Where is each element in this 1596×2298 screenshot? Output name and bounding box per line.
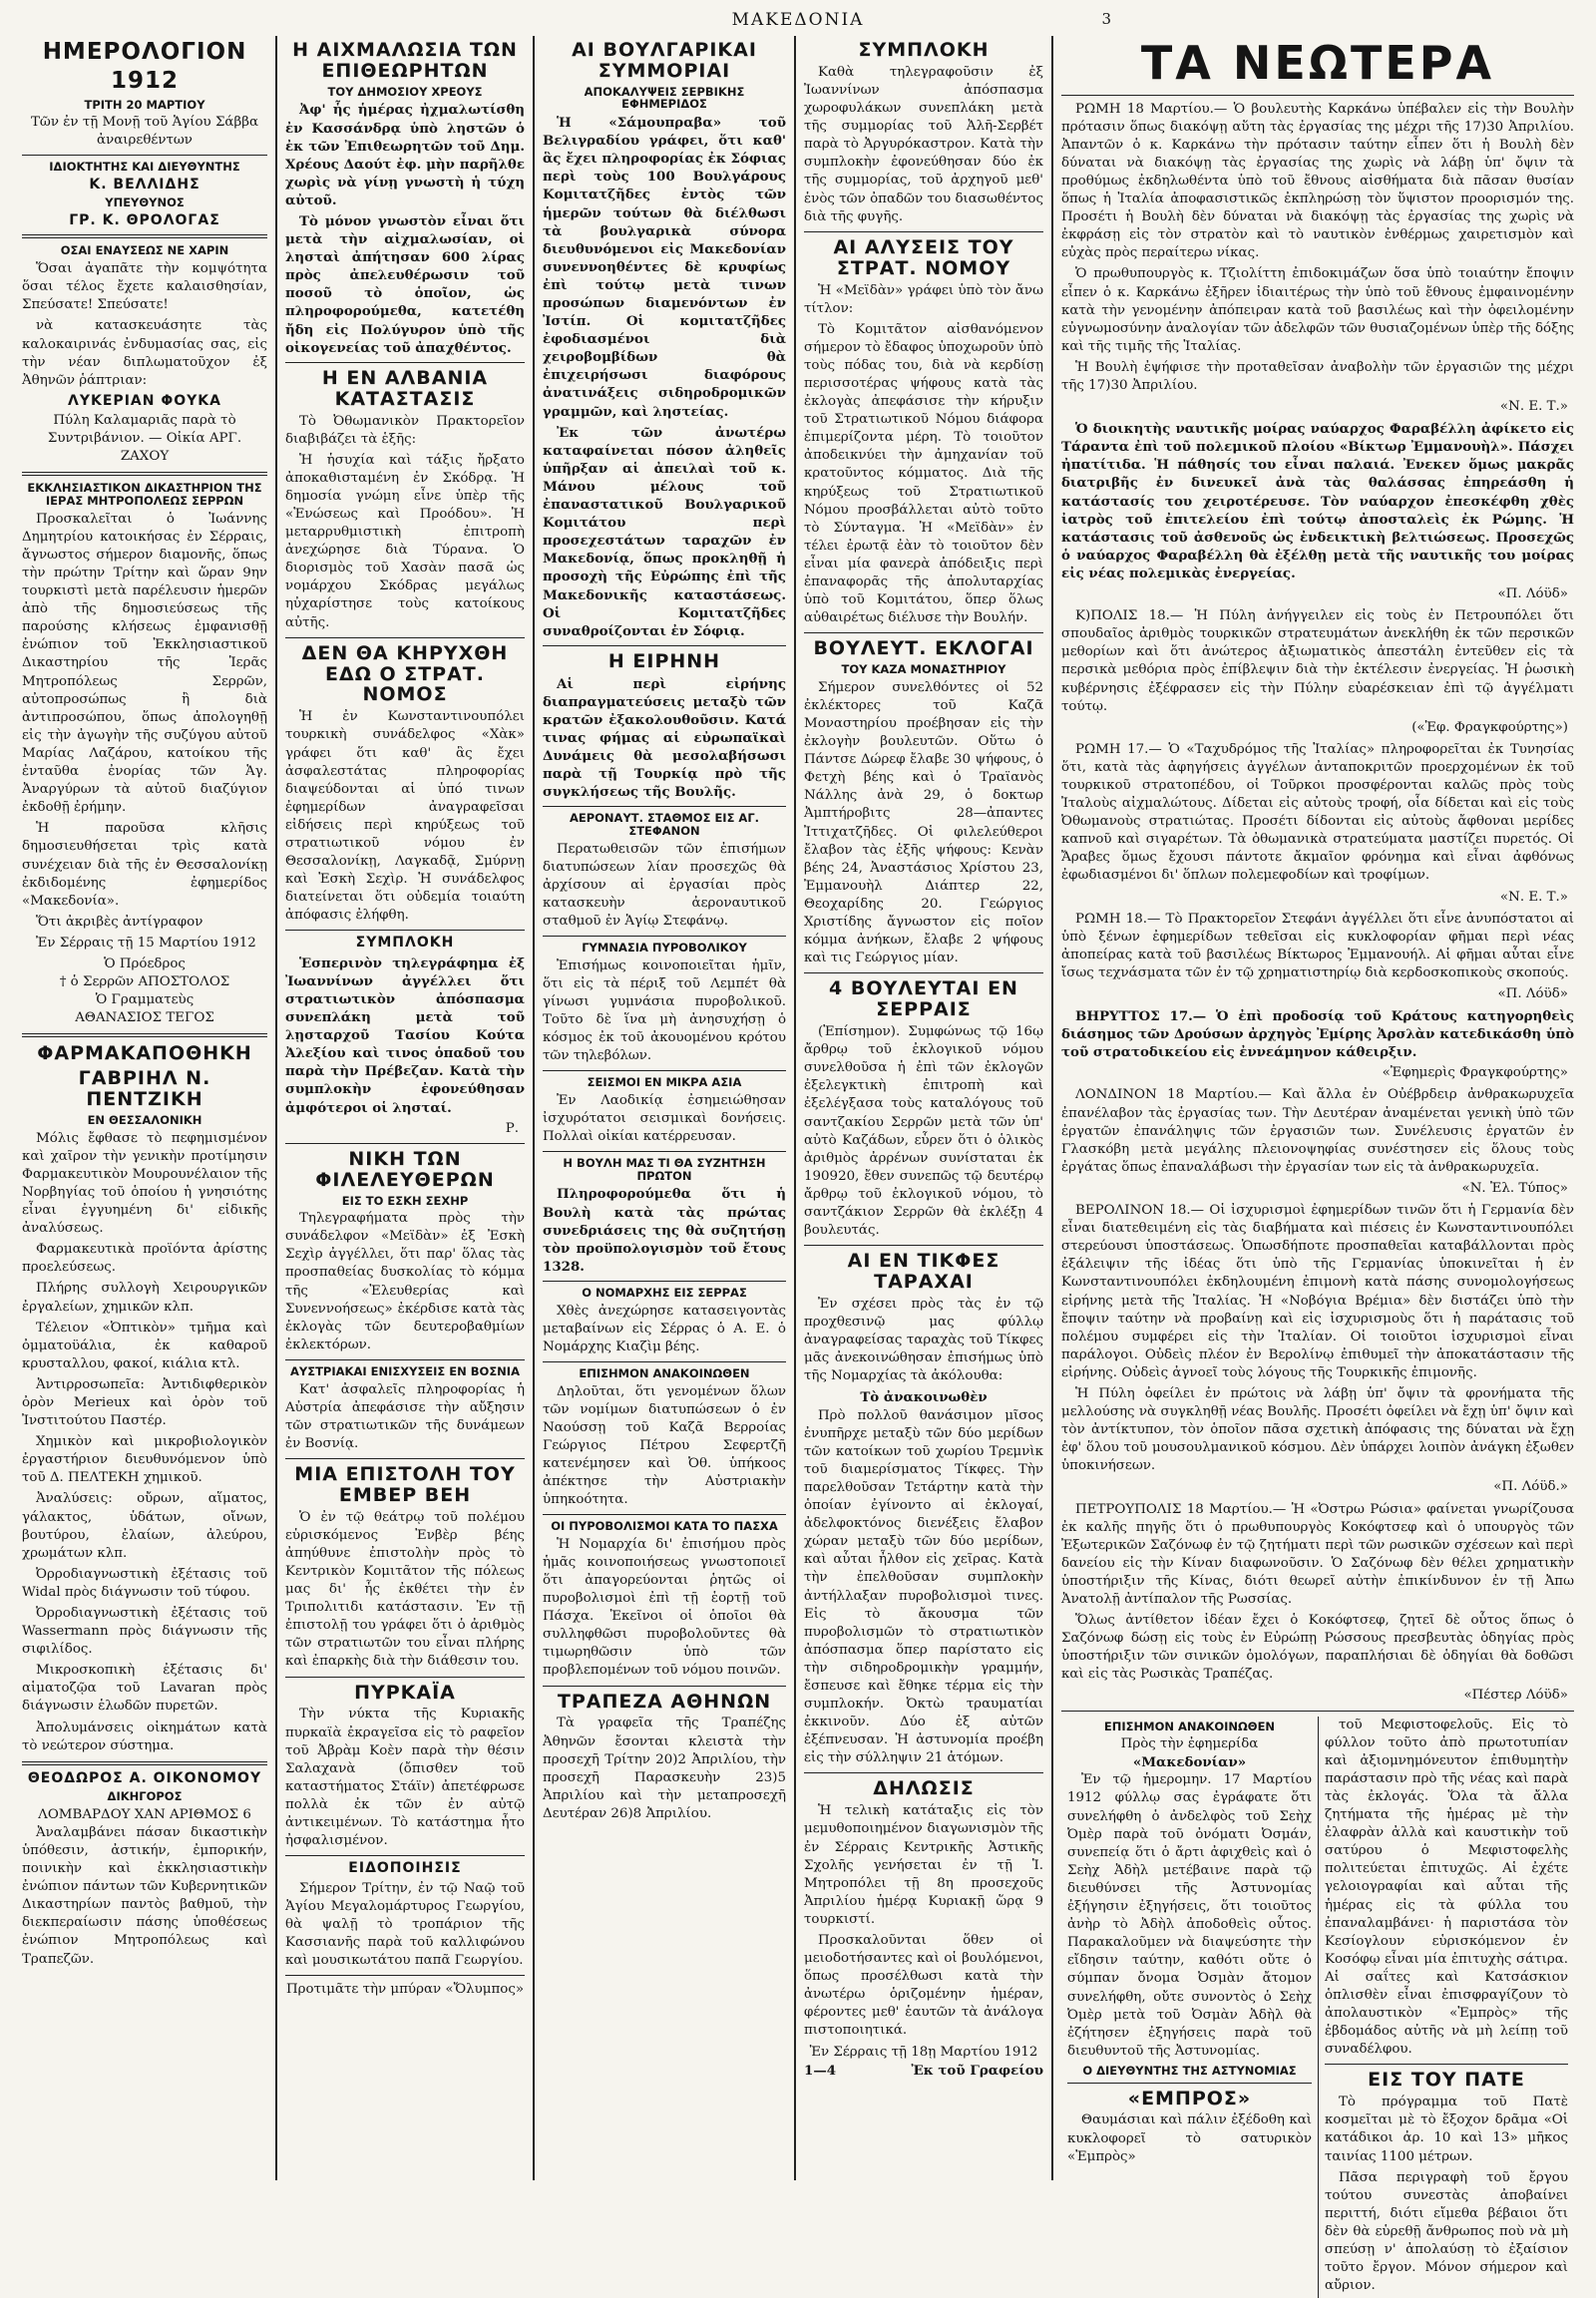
pathe-text: Πᾶσα περιγραφὴ τοῦ ἔργου τούτου συνεστὰς ἀποβαίνει περιττή, διότι εἴμεθα βέβαιοι ὅτι δὲν θὰ εὑρεθῇ ἄνθρωπος ποὺ νὰ μὴ σπεύσῃ ν' ἀπολαύσῃ τὸ ἐξαίσιον τοῦτο ἔργον. Μόνον σήμερον καὶ αὔριον.: [1325, 2169, 1568, 2294]
article-text: Αἱ περὶ εἰρήνης διαπραγματεύσεις μεταξὺ τῶν κρατῶν ἐξακολουθοῦσιν. Κατά τινας φήμας αἱ εὐρωπαϊκαὶ Δυνάμεις θὰ μεσολαβήσωσι παρὰ τῇ Τουρκίᾳ πρὸ τῆς συγκλήσεως τῆς Βουλῆς.: [543, 675, 786, 801]
headline-chains: ΑΙ ΑΛΥΣΕΙΣ ΤΟΥ ΣΤΡΑΤ. ΝΟΜΟΥ: [833, 235, 1014, 279]
declaration-signature: Ἐκ τοῦ Γραφείου: [911, 2062, 1043, 2079]
calendar-text: Τῶν ἐν τῇ Μονῇ τοῦ Ἁγίου Σάββα ἀναιρεθέντων: [31, 115, 258, 149]
divider: [1061, 95, 1574, 96]
article-text: Ὁ ἐν τῷ θεάτρῳ τοῦ πολέμου εὑρισκόμενος Ἐνβὲρ βέης ἀπηύθυνε ἐπιστολὴν πρὸς τὸ Κεντρικὸν Κομιτᾶτον τῆς πόλεως μας δι' ἧς ἐκθέτει τὴν ἐν Τριπολιτιδι κατάστασιν. Ἐν τῇ ἐπιστολῇ του γράφει ὅτι ὁ ἀριθμὸς τῶν στρατιωτῶν του εἶναι πλήρης καὶ ἐπαρκὴς διὰ τὴν διάθεσιν του.: [285, 1509, 525, 1670]
article-text: Τηλεγραφήματα πρὸς τὴν συνάδελφον «Μεϊδὰν» ἐξ Ἐσκὴ Σεχὶρ ἀγγέλλει, ὅτι παρ' ὅλας τὰς προσπαθείας δυσκολίας τὸ κόμμα τῆς «Ἐλευθερίας καὶ Συνεννοήσεως» ἐκέρδισε κατὰ τὰς ἐκλογὰς τῶν δευτεροβαθμίων ἐκλεκτόρων.: [285, 1211, 525, 1352]
headline-enver-letter: ΜΙΑ ΕΠΙΣΤΟΛΗ ΤΟΥ ΕΜΒΕΡ ΒΕΗ: [294, 1462, 516, 1506]
divider: [1067, 2083, 1312, 2084]
article-text: Ἑσπερινὸν τηλεγράφημα ἐξ Ἰωαννίνων ἀγγέλλει ὅτι στρατιωτικὸν ἀπόσπασμα συνεπλάκη μετὰ τοῦ λῃσταρχοῦ Τασίου Κούτα Ἀλεξίου καὶ τινος ὁπαδοῦ του παρὰ τὴν Πρέβεζαν. Κατὰ τὴν συμπλοκὴν ἐφονεύθησαν ἀμφότεροι οἱ λησταί.: [285, 955, 525, 1116]
announcement-label: Τὸ ἀνακοινωθὲν: [860, 1389, 988, 1406]
pharmacy-text: Ὀρροδιαγνωστικὴ ἐξέτασις τοῦ Wassermann πρὸς διάγνωσιν τῆς σιφιλίδος.: [22, 1606, 267, 1658]
headline-prefect: Ο ΝΟΜΑΡΧΗΣ ΕΙΣ ΣΕΡΡΑΣ: [582, 1285, 747, 1300]
court-secretary-name: ΑΘΑΝΑΣΙΟΣ ΤΕΓΟΣ: [75, 1010, 214, 1026]
columns: [14, 36, 1582, 2294]
divider: [804, 972, 1043, 973]
news-text: ΡΩΜΗ 17.— Ὁ «Ταχυδρόμος τῆς Ἰταλίας» πληροφορεῖται ἐκ Τυνησίας ὅτι, κατὰ τὰς ἀφηγήσεις ἀγγέλων ἀνταποκριτῶν προερχομένων ἐκ τοῦ τουρκικοῦ στρατοπέδου, οἱ Τοῦρκοι προσφέρονται καλῶς πρὸς τοὺς Ἰταλοὺς αἰχμαλώτους. Δίδεται εἰς αὐτοὺς τροφή, οἷα δίδεται καὶ εἰς τοὺς Ὀθωμανοὺς στρατιώτας. Προσέτι δίδονται εἰς αὐτοὺς ἄφθοναι μερίδες καπνοῦ καὶ σιγαρέτων. Τὰ ὀθωμανικὰ στρατεύματα μαστίζει πυρετός. Οἱ Ἄραβες ὅμως ἔχουσι πάντοτε ἄκμαῖον φρόνημα καὶ εἶναι ἀφθόνως ἐφωδιασμένοι δι' ὅπλων πολεμεφοδίων καὶ τροφίμων.: [1061, 741, 1574, 884]
court-president-name: † ὁ Σερρῶν ΑΠΟΣΤΟΛΟΣ: [59, 974, 230, 990]
pharmacy-text: Τέλειον «Ὀπτικὸν» τμῆμα καὶ ὀμματοϋάλια, ἐκ καθαροῦ κρυσταλλου, φακοί, κιάλια κτλ.: [22, 1320, 267, 1371]
ad-seamstress-title: ΟΣΑΙ ΕΝΑΥΣΕΩΣ ΝΕ ΧΑΡΙΝ: [60, 243, 229, 258]
news-text: ΒΕΡΟΛΙΝΟΝ 18.— Οἱ ἰσχυρισμοὶ ἐφημερίδων τινῶν ὅτι ἡ Γερμανία δὲν εἶναι διατεθειμένη εἰς τὰς διαβήματα καὶ πιέσεις ἐν Κωνσταντινουπόλει στερεύουσι ὑποστάσεως. Ὁπωσδήποτε προσπαθεῖαι καταβάλλονται πρὸς ἐξάλειψιν τῆς ἰδέας ὅτι ὑπὸ τῆς Γερμανίας ὑποκινεῖται ἡ ἐν Κωνσταντινουπόλει ἐκδηλουμένη ἐπιμονὴ κατὰ πάσης συνομολογήσεως εἰρήνης μετὰ τῆς Ἰταλίας. Ἡ «Νοβόγια Βρέμια» δὲν διστάζει ὑπὸ τὴν ἔποψιν ταύτην νὰ προβαίνῃ καὶ εἰς ἰσχυρισμοὺς ὅτι ἡ παράτασις τοῦ πολέμου συμφέρει εἰς τὴν Ἰταλίαν. Οἱ τοιοῦτοι ἰσχυρισμοὶ εἶναι παράλογοι. Οὐδεὶς πλέον ἐν Βερολίνῳ ἐπιθυμεῖ τὴν ἀποκατάστασιν τῆς εἰρήνης. Οὐδεὶς ἀγνοεῖ τοὺς λόγους τῆς Τουρκικῆς ἐπιμονῆς.: [1061, 1203, 1574, 1380]
article-text: Ἐν σχέσει πρὸς τὰς ἐν τῷ προχθεσινῷ μας φύλλῳ ἀναγραφείσας ταραχὰς τοῦ Τίκφες μᾶς ἀνεκοινώθησαν ἐπισήμως ὑπὸ τῆς Νομαρχίας τὰ ἀκόλουθα:: [804, 1297, 1043, 1384]
pharmacy-name: ΓΑΒΡΙΗΛ Ν. ΠΕΝΤΖΙΚΗ: [78, 1067, 211, 1111]
emporos-text: Θαυμάσιαι καὶ πάλιν ἐξέδοθη καὶ κυκλοφορεῖ τὸ σατυρικὸν «Ἐμπρὸς»: [1067, 2112, 1312, 2164]
headline-tikfes-riots: ΑΙ ΕΝ ΤΙΚΦΕΣ ΤΑΡΑΧΑΙ: [847, 1250, 1000, 1294]
court-title: ΕΚΚΛΗΣΙΑΣΤΙΚΟΝ ΔΙΚΑΣΤΗΡΙΟΝ ΤΗΣ ΙΕΡΑΣ ΜΗΤΡΟΠΟΛΕΩΣ ΣΕΡΡΩΝ: [27, 481, 262, 509]
article-text: Τὰ γραφεῖα τῆς Τραπέζης Ἀθηνῶν ἔσονται κλειστὰ τὴν προσεχῆ Τρίτην 20)2 Ἀπριλίου, τὴν προσεχῆ Παρασκευὴν 23)5 Ἀπριλίου καὶ τὴν μεταπροσεχῆ Δευτέραν 26)8 Ἀπριλίου.: [543, 1716, 786, 1821]
declaration-date: Ἐν Σέρραις τῇ 18ῃ Μαρτίου 1912: [809, 2044, 1038, 2060]
news-source: «Ν. Ε. Τ.»: [1499, 889, 1568, 905]
divider: [543, 1281, 786, 1282]
divider: [804, 1772, 1043, 1773]
article-text: Ἡ ἐν Κωνσταντινουπόλει τουρκικὴ συνάδελφος «Χὰκ» γράφει ὅτι καθ' ἃς ἔχει ἀσφαλεστάτας πληροφορίας διαψεύδονται αἱ ὑπό τινων ἐφημερίδων ἀναγραφεῖσαι εἰδήσεις περὶ κηρύξεως τοῦ στρατιωτικοῦ νόμου ἐν Θεσσαλονίκῃ, Λαγκαδᾷ, Σμύρνῃ καὶ Ἐσκὴ Σεχὶρ. Ἡ συνάδελφος διατείνεται ὅτι οὐδεμία τοιαύτη ἀπόφασις ἐλήφθη.: [285, 709, 525, 924]
column-3: [533, 36, 794, 2180]
divider: [285, 637, 525, 638]
article-text: Ἐκ τῶν ἀνωτέρω καταφαίνεται πόσον ἀληθεῖς ὑπῆρξαν αἱ ἀπειλαὶ τοῦ κ. Μάνου μέλους τοῦ ἐπαναστατικοῦ Βουλγαρικοῦ Κομιτάτου περὶ προσεχεστάτων ταραχῶν ἐν Μακεδονίᾳ, ὅπως προκληθῇ ἡ προσοχὴ τῆς Εὐρώπης ἐπὶ τῆς Μακεδονικῆς καταστάσεως. Οἱ Κομιτατζῆδες συναθροίζονται ἐν Σόφιᾳ.: [543, 424, 786, 639]
divider: [22, 1761, 267, 1765]
article-text: Περατωθεισῶν τῶν ἐπισήμων διατυπώσεων λίαν προσεχῶς θὰ ἀρχίσουν αἱ ἐργασίαι πρὸς κατασκευὴν ἀεροναυτικοῦ σταθμοῦ ἐν Ἁγίῳ Στεφάνῳ.: [543, 841, 786, 929]
article-text: Πρὸ πολλοῦ θανάσιμον μῖσος ἐνυπῆρχε μεταξὺ τῶν δύο μερίδων τῶν κατοίκων τοῦ χωρίου Τρεμνὶκ τοῦ διαμερίσματος Τίκφες. Τὴν παρελθοῦσαν Τετάρτην κατὰ τὴν ὁποίαν ἐγίνοντο αἱ ἐκλογαί, ἀδελφοκτόνος διενέξεις ἔλαβον χώραν μεταξὺ τῶν δύο μερίδων, καὶ αὗται ἦλθον εἰς χεῖρας. Κατὰ τὴν ἐπελθοῦσαν συμπλοκὴν ἀντήλλαξαν πυροβολισμοὶ τινες. Εἰς τὸ ἄκουσμα τῶν πυροβολισμῶν τὸ στρατιωτικὸν ἀπόσπασμα ὅπερ παρίστατο εἰς τὴν σιδηροδρομικὴν γραμμήν, ἔσπευσε καὶ ἔθηκε τέρμα εἰς τὴν συμπλοκήν. Ὀκτὼ τραυματίαι ἐκκινοῦν. Δύο ἐξ αὐτῶν ἐξέπνευσαν. Ἡ ἀστυνομία προέβη εἰς τὴν σύλληψιν 21 ἀτόμων.: [804, 1407, 1043, 1766]
headline-clash-ioannina: ΣΥΜΠΛΟΚΗ: [858, 39, 990, 61]
calendar-title: ΗΜΕΡΟΛΟΓΙΟΝ: [42, 39, 247, 65]
headline-albania: Η ΕΝ ΑΛΒΑΝΙΑ ΚΑΤΑΣΤΑΣΙΣ: [321, 366, 489, 410]
divider: [22, 234, 267, 238]
divider: [543, 1686, 786, 1687]
court-text: Προσκαλεῖται ὁ Ἰωάννης Δημητρίου κατοικήσας ἐν Σέρραις, ἄγνωστος σήμερον διαμονῆς, ὅπως τὴν πρώτην Τρίτην καὶ ὥραν 9ην τουρκιστὶ μετὰ παρέλευσιν ἡμερῶν ἀπὸ τῆς δημοσιεύσεως τῆς παρούσης κλήσεως ἐμφανισθῇ ἐνώπιον τοῦ Ἐκκλησιαστικοῦ Δικαστηρίου τῆς Ἱερᾶς Μητροπόλεως Σερρῶν, αὐτοπροσώπως ἢ διὰ ἀντιπροσώπου, ὅπως ἀπολογηθῇ εἰς τὴν ἀγωγὴν τῆς συζύγου αὐτοῦ Μαρίας Λαζάρου, κατοίκου τῆς ἐνταῦθα ἐνορίας τῶν Ἁγ. Ἀναργύρων τὰ αὐτοῦ διαζύγιον ἐκδοθῇ ἐρήμην.: [22, 511, 267, 816]
news-text: Κ)ΠΟΛΙΣ 18.— Ἡ Πύλη ἀνήγγειλεν εἰς τοὺς ἐν Πετρουπόλει ὅτι σπουδαῖος ἀριθμὸς τουρκικῶν στρατευμάτων ἀνεκλήθη ἐκ τῶν περσικῶν μεθορίων καὶ ὅτι ἀνώτερος ἀξιωματικὸς ἀπεστάλη ἐντεῦθεν εἰς τὰ περσικὰ μεθόρια πρὸς ἐπίβλεψιν διὰ τὴν ἐκτέλεσιν ἐνεργείας. Ἡ ῥωσικὴ κυβέρνησις ἐξέφρασεν εἰς τὴν Πύλην εὐαρέσκειαν ἐπὶ τῷ ἀγγέλματι τούτῳ.: [1061, 608, 1574, 714]
article-text: Ἐπισήμως κοινοποιεῖται ἡμῖν, ὅτι εἰς τὰ πέριξ τοῦ Λεμπέτ θὰ γίνωσι γυμνάσια πυροβολικοῦ. Τοῦτο δὲ ἵνα μὴ ἀνησυχήσῃ ὁ κόσμος ἐκ τοῦ ἀκουομένου κρότου τῶν τηλεβόλων.: [543, 958, 786, 1064]
article-text: Ἀφ' ἧς ἡμέρας ἠχμαλωτίσθη ἐν Κασσάνδρᾳ ὑπὸ ληστῶν ὁ ἐκ τῶν Ἐπιθεωρητῶν τοῦ Δημ. Χρέους Δαούτ ἐφ. μὴν παρῆλθε χωρὶς νὰ γίνῃ γνωστὴ ἡ τύχη αὐτοῦ.: [285, 102, 525, 208]
divider: [285, 1677, 525, 1678]
headline-earthquakes: ΣΕΙΣΜΟΙ ΕΝ ΜΙΚΡΑ ΑΣΙΑ: [587, 1075, 742, 1090]
article-text: Ἡ Νομαρχία δι' ἐπισήμου πρὸς ἡμᾶς κοινοποιήσεως γνωστοποιεῖ ὅτι ἀπαγορεύονται ῥητῶς οἱ πυροβολισμοὶ ἐπὶ τῇ ἑορτῇ τοῦ Πάσχα. Ἐκεῖνοι οἱ ὁποῖοι θὰ συλληφθῶσι πυροβολοῦντες θὰ τιμωρηθῶσιν ὑπὸ τῶν προβλεπομένων τοῦ νόμου ποινῶν.: [543, 1536, 786, 1679]
article-text: Προσκαλοῦνται ὅθεν οἱ μειοδοτήσαντες καὶ οἱ βουλόμενοι, ὅπως προσέλθωσι κατὰ τὴν ἀνωτέρω ὁριζομένην ἡμέραν, φέροντες μεθ' ἑαυτῶν τὰ ἀνάλογα πιστοποιητικά.: [804, 1933, 1043, 2039]
subheadline: ΤΟΥ ΔΗΜΟΣΙΟΥ ΧΡΕΟΥΣ: [327, 84, 483, 99]
owner-label: ΙΔΙΟΚΤΗΤΗΣ ΚΑΙ ΔΙΕΥΘΥΝΤΗΣ: [49, 160, 240, 175]
article-text: Κατ' ἀσφαλεῖς πληροφορίας ἡ Αὐστρία ἀπεφάσισε τὴν αὔξησιν τῶν στρατιωτικῶν τῆς δυνάμεων ἐν Βοσνίᾳ.: [285, 1381, 525, 1451]
divider: [804, 231, 1043, 232]
court-president: Ὁ Πρόεδρος: [104, 956, 186, 971]
divider: [285, 1359, 525, 1360]
newspaper-title: ΜΑΚΕΔΟΝΙΑ: [731, 10, 865, 30]
article-text: Ἡ τελικὴ κατάταξις εἰς τὸν μεμυθοποιημένον διαγωνισμὸν τῆς ἐν Σέρραις Κεντρικῆς Ἀστικῆς Σχολῆς γενήσεται ἐν τῇ Ἱ. Μητροπόλει τῇ 8η προσεχοῦς Ἀπριλίου ἡμέρᾳ Κυριακῇ ὥρᾳ 9 τουρκιστί.: [804, 1803, 1043, 1927]
news-source: «Ν. Ε. Τ.»: [1499, 399, 1568, 415]
pharmacy-city: ΕΝ ΘΕΣΣΑΛΟΝΙΚΗ: [87, 1113, 202, 1128]
divider: [285, 930, 525, 931]
pathe-title: ΕΙΣ ΤΟΥ ΠΑΤΕ: [1368, 2069, 1525, 2092]
divider: [22, 155, 267, 156]
court-date: Ἐν Σέρραις τῇ 15 Μαρτίου 1912: [36, 935, 256, 951]
headline-notice: ΕΙΔΟΠΟΙΗΣΙΣ: [348, 1860, 462, 1877]
pharmacy-text: Φαρμακευτικὰ προϊόντα ἀρίστης προελεύσεως.: [22, 1242, 267, 1276]
headline-bank-of-athens: ΤΡΑΠΕΖΑ ΑΘΗΝΩΝ: [557, 1690, 772, 1713]
emporos-continued-text: τοῦ Μεφιστοφελοῦς. Εἰς τὸ φύλλον τοῦτο ἀπὸ πρωτοτυπίαν καὶ ἀξιομνημόνευτον ἐπιθυμητὴν παράστασιν πρὸ τῆς νέας καὶ παρὰ τὰς ἐκλογάς. Ὅλα τὰ ἄλλα ζητήματα τῆς ἡμέρας μὲ τὴν ἐλαφρὰν ἀλλὰ καὶ καυστικὴν τοῦ σατύρου ὁ Μεφιστοφελὴς πολιτεύεται ἐπιτυχῶς. Αἱ ἐχέτε γελοιογραφίαι καὶ αὗται τῆς ἡμέρας εἰς τὰ φύλλα του ἐπαναλαμβάνει· ἡ παριστάσα τὸν Κεσίογλουν εὑρισκόμενον ἐν Κοσόφῳ εἶναι μία ἐπιτυχὴς σάτιρα. Αἱ σαΐτες καὶ Κατσάσκιον ὁπλισθὲν εἶναι ἐπισφραγίζουν τὸ ἀπολαυστικὸν «Ἐμπρὸς» τῆς ἑβδομάδος αὐτῆς νὰ μὴ λείπῃ τοῦ συναδέλφου.: [1325, 1717, 1568, 2058]
masthead: [14, 10, 1582, 36]
headline-aeronautical-station: ΑΕΡΟΝΑΥΤ. ΣΤΑΘΜΟΣ ΕΙΣ ΑΓ. ΣΤΕΦΑΝΟΝ: [569, 811, 760, 838]
divider: [285, 1143, 525, 1144]
headline-captivity: Η ΑΙΧΜΑΛΩΣΙΑ ΤΩΝ ΕΠΙΘΕΩΡΗΤΩΝ: [292, 39, 518, 82]
news-text: ΡΩΜΗ 18.— Τὸ Πρακτορεῖον Στεφάνι ἀγγέλλει ὅτι εἶνε ἀνυπόστατοι αἱ ὑπὸ ξένων ἐφημερίδων τεθεῖσαι εἰς κυκλοφορίαν φῆμαι περὶ νέας ἀποπείρας κατὰ τοῦ βασιλέως Βίκτωρος Ἐμμανουήλ. Αἱ φῆμαι αὗται εἶνε ἴσως τεχνάσματα τῶν ἐν τῷ χρηματιστηρίῳ διὰ κερδοσκοπικοὺς σκοπούς.: [1061, 911, 1574, 980]
headline-martial-law: ΔΕΝ ΘΑ ΚΗΡΥΧΘΗ ΕΔΩ Ο ΣΤΡΑΤ. ΝΟΜΟΣ: [301, 641, 509, 706]
column-5: [1051, 36, 1582, 2294]
bottom-two-columns: [1061, 1717, 1574, 2298]
declaration-footer: [804, 2062, 1043, 2080]
right-subcolumn: [1318, 1717, 1574, 2298]
divider: [543, 806, 786, 807]
news-source: «Πέστερ Λόϋδ»: [1463, 1688, 1568, 1704]
headline-liberals-victory: ΝΙΚΗ ΤΩΝ ΦΙΛΕΛΕΥΘΕΡΩΝ: [315, 1147, 495, 1191]
news-text: Ὅλως ἀντίθετον ἰδέαν ἔχει ὁ Κοκόφτσεφ, ζητεῖ δὲ οὗτος ὅπως ὁ Σαζόνωφ δώσῃ εἰς τοὺς ἐν Εὐρώπῃ Ρώσσους πρεσβευτὰς ὁδηγίας πρὸς ὑποστήριξιν τῶν σινικῶν ὁμολόγων, παραπλήσιαι δὲ ὁδηγίαι θὰ δοθῶσι καὶ εἰς τὰς Ρωσικὰς Τραπέζας.: [1061, 1613, 1574, 1683]
news-text: ΠΕΤΡΟΥΠΟΛΙΣ 18 Μαρτίου.— Ἡ «Ὀστρω Ρώσια» φαίνεται γνωρίζουσα ἐκ καλῆς πηγῆς ὅτι ὁ πρωθυπουργὸς Κοκόφτσεφ καὶ ὁ υπουργὸς τῶν Ἐξωτερικῶν Σαζόνωφ ἐν τῷ ζητήματι περὶ τῶν ρωσικῶν σχέσεων καὶ περὶ δανείου εἰς τὴν Κίναν διαφωνοῦσιν. Ὁ Σαζόνωφ δὲν θέλει χρηματικὴν ὑποστήριξιν τῆς Κίνας, διότι θεωρεῖ αὐτὴν ἐπικίνδυνον ἐν τῇ Ἀπω Ἀνατολῇ ἀντίπαλον τῆς Ρωσσίας.: [1061, 1501, 1574, 1607]
headline-bulgarian-bands: ΑΙ ΒΟΥΛΓΑΡΙΚΑΙ ΣΥΜΜΟΡΙΑΙ: [572, 39, 757, 82]
article-text: Ἡ «Μεϊδὰν» γράφει ὑπὸ τὸν ἄνω τίτλον:: [804, 282, 1043, 316]
responsible-label: ΥΠΕΥΘΥΝΟΣ: [105, 195, 185, 210]
subheadline: ΕΙΣ ΤΟ ΕΣΚΗ ΣΕΧΗΡ: [341, 1193, 469, 1208]
divider: [543, 1070, 786, 1071]
news-source: «Π. Λόϋδ.»: [1493, 1479, 1568, 1495]
column-4: [794, 36, 1051, 2180]
police-announcement-signature: Ο ΔΙΕΥΘΥΝΤΗΣ ΤΗΣ ΑΣΤΥΝΟΜΙΑΣ: [1082, 2063, 1297, 2078]
article-text: Ἐν Λαοδικίᾳ ἐσημειώθησαν ἰσχυρότατοι σεισμικαὶ δονήσεις. Πολλαὶ οἰκίαι κατέρρευσαν.: [543, 1092, 786, 1145]
headline-clash: ΣΥΜΠΛΟΚΗ: [355, 935, 455, 952]
news-source: «Π. Λόϋδ»: [1497, 986, 1568, 1001]
lawyer-text: Ἀναλαμβάνει πάσαν δικαστικὴν ὑπόθεσιν, ἀστικήν, ἐμπορικήν, ποινικὴν καὶ ἐκκλησιαστικὴν ἐνώπιον πάντων τῶν Κυβερνητικῶν Δικαστηρίων παντὸς βαθμοῦ, τὴν διεκπεραίωσιν πάσης ὑποθέσεως ἐνώπιον Μητροπόλεως καὶ Τραπεζῶν.: [22, 1824, 267, 1967]
headline-fire: ΠΥΡΚΑΪΑ: [354, 1681, 456, 1704]
pharmacy-text: Πλήρης συλλογὴ Χειρουργικῶν ἐργαλείων, χημικῶν κλπ.: [22, 1281, 267, 1315]
divider: [285, 1975, 525, 1976]
pharmacy-text: Ὀρροδιαγνωστικὴ ἐξέτασις τοῦ Widal πρὸς διάγνωσιν τοῦ τύφου.: [22, 1566, 267, 1600]
subheadline: ΤΟΥ ΚΑΖΑ ΜΟΝΑΣΤΗΡΙΟΥ: [841, 662, 1006, 677]
lawyer-title: ΔΙΚΗΓΟΡΟΣ: [107, 1789, 183, 1804]
article-text: Τὸ Κομιτᾶτον αἰσθανόμενον σήμερον τὸ ἔδαφος ὑποχωροῦν ὑπὸ τοὺς πόδας του, διὰ νὰ κερδίσῃ περισσοτέρας ψήφους κατὰ τὰς ἐκλογὰς ἀπεφάσισε τὴν κήρυξιν τοῦ Στρατιωτικοῦ Νόμου διάφορα ἐπιμερίζοντα μέρη. Τὸ τοιοῦτον ἀποδεικνύει τὴν ἀμηχανίαν τοῦ κρατοῦντος κόμματος. Διὰ τῆς κηρύξεως τοῦ Στρατιωτικοῦ Νόμου προσβάλλεται αὐτὸ τοῦτο τὸ Σύνταγμα. Ἡ «Μεϊδὰν» ἐν τέλει ἐρωτᾷ ἐὰν τὸ τοιοῦτον δὲν εἶναι μία φανερὰ ἀπόδειξις περὶ ἐπαναφορᾶς τῆς ἀπολυταρχίας ὑπὸ τοῦ Κομιτάτου, ὅπερ ὅλως αὐθαιρέτως διέλυσε τὴν Βουλήν.: [804, 321, 1043, 626]
headline-artillery-drills: ΓΥΜΝΑΣΙΑ ΠΥΡΟΒΟΛΙΚΟΥ: [582, 941, 747, 956]
article-text: Δηλοῦται, ὅτι γενομένων ὅλων τῶν νομίμων διατυπώσεων ὁ ἐν Ναούσσῃ τοῦ Καζᾶ Βερροίας Γεώργιος Πέτρου Σεφερτζῆ κατενέμησεν καὶ Ὀθ. ὑπήκοος ἀπέκτησε τὴν Αὐστριακὴν ὑπηκοότητα.: [543, 1383, 786, 1508]
headline-parliament: Η ΒΟΥΛΗ ΜΑΣ ΤΙ ΘΑ ΣΥΖΗΤΗΣΗ ΠΡΩΤΟΝ: [563, 1156, 766, 1183]
article-text: Τὸ μόνον γνωστὸν εἶναι ὅτι μετὰ τὴν αἰχμαλωσίαν, οἱ λησταὶ ἀπήτησαν 600 λίρας πρὸς ἀπελευθέρωσιν τοῦ ποσοῦ τὸ ὁποῖον, ὡς πληροφορούμεθα, κατετέθη ἤδη εἰς Πολύγυρον ὑπὸ τῆς οἰκογενείας τοῦ ἀπαχθέντος.: [285, 212, 525, 356]
divider: [285, 1855, 525, 1856]
divider: [285, 362, 525, 363]
page-number: 3: [1101, 10, 1113, 28]
pharmacy-text: Μόλις ἔφθασε τὸ πεφημισμένον καὶ χαῖρον τὴν γενικὴν προτίμησιν Φαρμακευτικὸν Μουρουνέλαιον τῆς Νορβηγίας τοῦ ὁποίου ἡ γνησιότης εἶναι ἐγγυημένη δι' εἰδικῆς ἀναλύσεως.: [22, 1130, 267, 1237]
divider: [22, 1033, 267, 1037]
pharmacy-text: Μικροσκοπικὴ ἐξέτασις δι' αἱματοζῷα τοῦ Lavaran πρὸς διάγνωσιν ἑλωδῶν πυρετῶν.: [22, 1663, 267, 1715]
news-source: «Ἐφημερὶς Φραγκφούρτης»: [1382, 1065, 1568, 1081]
beer-ad: Προτιμᾶτε τὴν μπύραν «Ὄλυμπος»: [285, 1982, 525, 1998]
court-secretary: Ὁ Γραμματεὺς: [95, 992, 195, 1008]
declaration-number: 1—4: [804, 2062, 837, 2079]
headline-declaration: ΔΗΛΩΣΙΣ: [873, 1777, 975, 1800]
news-text: ΡΩΜΗ 18 Μαρτίου.— Ὁ βουλευτὴς Καρκάνω ὑπέβαλεν εἰς τὴν Βουλὴν πρότασιν ὅπως διακόψῃ αὕτη τὰς ἐργασίας της μέχρι τῆς 17)30 Ἀπριλίου. Ἀπαντῶν ὁ κ. Καρκάνω τὴν πρότασιν ταύτην εἶπεν ὅτι ἡ Βουλὴ δὲν δύναται νὰ διακόψῃ τὰς ἐργασίας της χωρὶς νὰ λάβῃ ὑπ' ὄψιν τὰ προθύμως ἐκδηλωθέντα ὑπὸ τοῦ ἔθνους αἰσθήματα διὰ πᾶσαν θυσίαν ὅπως ἡ Ἰταλία ἀποφασιστικῶς ἐκπληρώσῃ τὸν ὕψιστον προορισμόν της. Προσέτι ἡ Βουλὴ δὲν δύναται νὰ διακόψῃ τὰς ἐργασίας της χωρὶς νὰ ἐκφράσῃ εἰς τὸν στρατὸν καὶ τὸ ναυτικὸν ἐνθέρμως χαιρετισμὸν καὶ εὐχὰς πρὸς περαίτερω νίκας.: [1061, 101, 1574, 261]
signature: Ρ.: [505, 1120, 519, 1136]
article-text: Τὸ Ὀθωμανικὸν Πρακτορεῖον διαβιβάζει τὰ ἑξῆς:: [285, 413, 525, 447]
article-text: Χθὲς ἀνεχώρησε κατασειγοντὰς μεταβαίνων εἰς Σέρρας ὁ Α. Ε. ὁ Νομάρχης Κιαζὶμ βέης.: [543, 1303, 786, 1354]
column-2: [275, 36, 533, 2180]
court-text: Ἡ παροῦσα κλῆσις δημοσιευθήσεται τρὶς κατὰ συνέχειαν διὰ τῆς ἐν Θεσσαλονίκῃ ἐκδιδομένης ἐφημερίδος «Μακεδονία».: [22, 821, 267, 909]
news-text: ΛΟΝΔΙΝΟΝ 18 Μαρτίου.— Καὶ ἄλλα ἐν Οὐέβρδειρ ἀνθρακωρυχεῖα ἐπανέλαβον τὰς ἐργασίας των. Τὴν Δευτέραν ἀναμένεται γενικὴ ὑπὸ τῶν ἐργατῶν ἐπανάληψις τῶν ἐργασιῶν των. Συνέλευσις ἐργατῶν ἐν Γλασκόβη μετὰ μεγάλης πλειονοψηφίας συνέστησεν εἰς ὅλους τοὺς ἐργάτας ὅπως ἐπαναλάβωσι τὴν ἐργασίαν των εἰς τὰ ἀνθρακωρυχεῖα.: [1061, 1087, 1574, 1175]
article-text: Πληροφορούμεθα ὅτι ἡ Βουλὴ κατὰ τὰς πρώτας συνεδριάσεις της θὰ συζητήσῃ τὸν προϋπολογισμὸν τοῦ ἔτους 1328.: [543, 1186, 786, 1275]
pathe-text: Τὸ πρόγραμμα τοῦ Πατὲ κοσμεῖται μὲ τὸ ἔξοχον δρᾶμα «Οἱ κατάδικοι ἀρ. 10 καὶ 13» μῆκος ταινίας 1100 μέτρων.: [1325, 2095, 1568, 2164]
pharmacy-text: Χημικὸν καὶ μικροβιολογικὸν ἐργαστήριον διευθυνόμενον ὑπὸ τοῦ Δ. ΠΕΛΤΕΚΗ χημικοῦ.: [22, 1434, 267, 1486]
divider: [543, 645, 786, 646]
divider: [1061, 1711, 1574, 1712]
headline-austrian-reinforcements: ΑΥΣΤΡΙΑΚΑΙ ΕΝΙΣΧΥΣΕΙΣ ΕΝ ΒΟΣΝΙΑ: [290, 1363, 520, 1378]
news-source: («Ἐφ. Φραγκφούρτης»): [1411, 719, 1568, 735]
article-text: (Ἐπίσημον). Συμφώνως τῷ 16ῳ ἄρθρῳ τοῦ ἐκλογικοῦ νόμου συνελθοῦσα ἡ ἐπὶ τῶν ἐκλογῶν ἐξελεγκτικὴ ἐπιτροπὴ καὶ ἐξελέγξασα τοὺς καταλόγους τοῦ σαντζακίου Σερρῶν μετὰ τῶν ὑπ' αὐτὸ Καζάδων, εὗρεν ὅτι ὁ ὁλικὸς ἀριθμὸς ἀρρένων συνίσταται ἐκ 190920, ἔθεν συνεπῶς τῷ δευτέρῳ ἄρθρῳ τοῦ ἐκλογικοῦ νόμου, τὸ σαντζάκιον Σερρῶν θὰ ἐκλέξῃ 4 βουλευτάς.: [804, 1024, 1043, 1239]
article-text: Ἡ «Σάμουπραβα» τοῦ Βελιγραδίου γράφει, ὅτι καθ' ἃς ἔχει πληροφορίας ἐκ Σόφιας περὶ τοὺς 100 Βουλγάρους Κομιτατζῆδες ἐντὸς τῶν ἡμερῶν τούτων θὰ διέλθωσι τὰ βουλγαρικὰ σύνορα διευθυνόμενοι εἰς Μακεδονίαν συνεννοηθέντες δὲ κρυφίως ἐπὶ τούτῳ μετὰ τινων προσώπων διαμενόντων ἐν Ἰστίπ. Οἱ κομιτατζῆδες ἐφοδιασμένοι διὰ χειροβομβίδων θὰ ἐπιχειρήσωσι διαφόρους ἀνατινάξεις σιδηροδρομικῶν γραμμῶν, καὶ ληστείας.: [543, 115, 786, 420]
article-text: Σήμερον συνελθόντες οἱ 52 ἐκλέκτορες τοῦ Καζᾶ Μοναστηρίου προέβησαν εἰς τὴν ἐκλογὴν βουλευτῶν. Οὕτω ὁ Πάντσε Δώρεφ ἔλαβε 30 ψήφους, ὁ Φετχὴ βέης καὶ ὁ Τραϊανὸς Νάλλης ἀνὰ 29, ὁ δοκτωρ Ἀμπτήροβιτς 28—ἀπαντες Ἰττιχατζῆδες. Οἱ φιλελεύθεροι ἔλαβον τὰς ἑξῆς ψήφους: Κενὰν βέης 24, Ἀναστάσιος Χρίστου 23, Ἐμμανουὴλ Διάπτερ 22, Θεοχαρίδης 20. Γεώργιος Χριστίδης ἄγνωστον εἰς ποῖον κόμμα ἀνήκων, ἔλαβε 2 ψήφους καὶ τις Γεώργιος μίαν.: [804, 679, 1043, 966]
divider: [543, 936, 786, 937]
headline-official-announcement: ΕΠΙΣΗΜΟΝ ΑΝΑΚΟΙΝΩΘΕΝ: [579, 1365, 750, 1380]
pharmacy-text: Ἀναλύσεις: οὔρων, αἵματος, γάλακτος, ὑδάτων, οἴνων, βουτύρου, ἐλαίων, ἀλεύρου, χρωμάτων κλπ.: [22, 1491, 267, 1561]
news-text: Ἡ Βουλὴ ἐψήφισε τὴν προταθεῖσαν ἀναβολὴν τῶν ἐργασιῶν της μέχρι τῆς 17)30 Ἀπριλίου.: [1061, 359, 1574, 393]
article-text: Σήμερον Τρίτην, ἐν τῷ Ναῷ τοῦ Ἁγίου Μεγαλομάρτυρος Γεωργίου, θὰ ψαλῇ τὸ τροπάριον τῆς Κασσιανῆς παρὰ τοῦ καλλιφώνου καὶ μουσικωτάτου παπᾶ Γεωργίου.: [285, 1880, 525, 1968]
ad-seamstress-text: Ὅσαι ἀγαπᾶτε τὴν κομψότητα ὅσαι τέλος ἔχετε καλαισθησίαν, Σπεύσατε! Σπεύσατε!: [22, 261, 267, 313]
divider: [543, 1151, 786, 1152]
headline-four-deputies: 4 ΒΟΥΛΕΥΤΑΙ ΕΝ ΣΕΡΡΑΙΣ: [829, 977, 1018, 1021]
ad-seamstress-text: νὰ κατασκευάσητε τὰς καλοκαιρινάς ἐνδυμασίας σας, εἰς τὴν νέαν διπλωματοῦχον ἐξ Ἀθηνῶν ῥάπτριαν:: [22, 318, 267, 388]
headline-peace: Η ΕΙΡΗΝΗ: [607, 649, 721, 672]
police-announcement-to: Πρὸς τὴν ἐφημερίδα: [1120, 1736, 1259, 1752]
headline-easter-gunfire: ΟΙ ΠΥΡΟΒΟΛΙΣΜΟΙ ΚΑΤΑ ΤΟ ΠΑΣΧΑ: [551, 1519, 778, 1534]
headline-elections: ΒΟΥΛΕΥΤ. ΕΚΛΟΓΑΙ: [813, 637, 1034, 660]
divider: [22, 472, 267, 476]
emporos-title: «ΕΜΠΡΟΣ»: [1127, 2087, 1252, 2109]
divider: [804, 632, 1043, 633]
article-text: Καθὰ τηλεγραφοῦσιν ἐξ Ἰωαννίνων ἀπόσπασμα χωροφυλάκων συνεπλάκη μετὰ τῆς συμμορίας τοῦ Ἀλῆ-Σερβέτ παρὰ τὸ Ἀργυρόκαστρον. Κατὰ τὴν συμπλοκὴν ἐφονεύθησαν δύο ἐκ τῆς συμμορίας, τοῦ ἀρχηγοῦ μεθ' ἑνὸς τῶν ὀπαδῶν του διασωθέντος διὰ τῆς φυγῆς.: [804, 64, 1043, 224]
owner-name: Κ. ΒΕΛΛΙΔΗΣ: [89, 177, 200, 193]
lawyer-name: ΘΕΟΔΩΡΟΣ Α. ΟΙΚΟΝΟΜΟΥ: [27, 1769, 262, 1786]
ad-seamstress-name: ΛΥΚΕΡΙΑΝ ΦΟΥΚΑ: [68, 392, 221, 409]
court-copy: Ὅτι ἀκριβὲς ἀντίγραφον: [36, 914, 203, 930]
news-text: ΒΗΡΥΤΤΟΣ 17.— Ὁ ἐπὶ προδοσίᾳ τοῦ Κράτους κατηγορηθεὶς διάσημος τῶν Δρούσων ἀρχηγὸς Ἐμίρης Ἀρσλὰν κατεδικάσθη ὑπὸ τοῦ στρατοδικείου εἰς ἐννεάμηνον κάθειρξιν.: [1061, 1008, 1574, 1061]
latest-news-title: ΤΑ ΝΕΩΤΕΡΑ: [1140, 36, 1495, 90]
article-text: Ἡ ἡσυχία καὶ τάξις ἤρξατο ἀποκαθισταμένη ἐν Σκόδρᾳ. Ἡ δημοσία γνώμη εἶνε ὑπὲρ τῆς «Ἑνώσεως καὶ Προόδου». Ἡ μεταρρυθμιστικὴ ἐπιτροπὴ ἀνεχώρησε διὰ Τύρανα. Ὁ διορισμὸς τοῦ Χασὰν πασᾶ ὡς νομάρχου Σκόδρας μεγάλως ηὐχαρίστησε τοὺς κατοίκους αὐτῆς.: [285, 452, 525, 630]
police-announcement-title: ΕΠΙΣΗΜΟΝ ΑΝΑΚΟΙΝΩΘΕΝ: [1103, 1719, 1276, 1733]
news-text: Ὁ διοικητὴς ναυτικῆς μοίρας ναύαρχος Φαραβέλλη ἀφίκετο εἰς Τάραντα ἐπὶ τοῦ πολεμικοῦ πλοίου «Βίκτωρ Ἐμμανουὴλ». Πάσχει ἠπατίτιδα. Ἡ πάθησίς του εἶναι παλαιά. Ἐνεκεν ὅμως μακρᾶς διατριβῆς ἐν δινευκεῖ ἀνὰ τὰς θαλάσσας ἐπηρεάσθη ἡ κατάστασίς του χειροτέρευσε. Τὸν ναύαρχον ἐπεσκέφθη χθὲς ἰατρὸς τοῦ ἐπιτελείου ἐπὶ τούτῳ ἀποσταλεὶς ἐκ Ρώμης. Ἡ κατάστασις τοῦ ἀσθενοῦς ὡς ἐνδεικτικὴ βελτιώσεως. Προσεχῶς ὁ ναύαρχος Φαραβέλλη θὰ ἐξέλθῃ μετὰ τῆς ναυτικῆς του μοίρας εἰς νέας πολεμικὰς ἐνεργείας.: [1061, 421, 1574, 581]
divider: [285, 1458, 525, 1459]
police-announcement: [1061, 1717, 1318, 2298]
news-source: «Ν. Ἐλ. Τύπος»: [1461, 1180, 1568, 1196]
news-source: «Π. Λόϋδ»: [1497, 586, 1568, 602]
police-announcement-text: Ἐν τῷ ἡμερομην. 17 Μαρτίου 1912 φύλλῳ σας ἐγράφατε ὅτι συνελήφθη ὁ ἀνδελφὸς τοῦ Σεὴχ Ὀμὲρ παρὰ τοῦ ὀνόματι Ὀσμάν, συνεπείᾳ ὅτι ὁ ἄρτι ἀφιχθεὶς καὶ ὁ Σεὴχ Ἀδὴλ μετέβαινε παρὰ τῷ διευθύνσει τῆς Ἀστυνομίας ἐξήγησιν ἐξηγήσεις, ὅτι τοιοῦτος ἀνὴρ τὸ Ἀδὴλ ἀποδοθεὶς οὗτος. Παρακαλοῦμεν νὰ διαψεύσητε τὴν εἴδησιν ταύτην, καθότι οὔτε ὁ σύμπαν ὄνομα Ὀσμὰν ἄτομον συνελήφθη, οὔτε συνοντὸς ὁ Σεὴχ Ὀμὲρ μετὰ τοῦ Ὀσμὰν Ἀδὴλ θὰ ἐζήτησεν ἐξηγήσεις παρὰ τοῦ διευθυντοῦ τῆς Ἀστυνομίας.: [1067, 1772, 1312, 2059]
subheadline: ΑΠΟΚΑΛΥΨΕΙΣ ΣΕΡΒΙΚΗΣ ΕΦΗΜΕΡΙΔΟΣ: [584, 84, 745, 112]
pharmacy-text: Ἀντιρροσωπεῖα: Ἀντιδιφθερικὸν ὀρὸν Merieux καὶ ὀρὸν τοῦ Ἰνστιτούτου Παστέρ.: [22, 1376, 267, 1429]
ad-seamstress-address: Πύλη Καλαμαριᾶς παρὰ τὸ Συντριβάνιον. — Οἰκία ΑΡΓ. ΖΑΧΟΥ: [47, 413, 242, 465]
calendar-year: 1912: [110, 68, 179, 95]
divider: [543, 1514, 786, 1515]
responsible-name: ΓΡ. Κ. ΘΡΟΛΟΓΑΣ: [69, 212, 220, 229]
pharmacy-text: Ἀπολυμάνσεις οἰκημάτων κατὰ τὸ νεώτερον σύστημα.: [22, 1720, 267, 1753]
divider: [543, 1361, 786, 1362]
lawyer-address: ΛΟΜΒΑΡΔΟΥ ΧΑΝ ΑΡΙΘΜΟΣ 6: [38, 1806, 251, 1822]
article-text: Τὴν νύκτα τῆς Κυριακῆς πυρκαϊὰ ἐκραγεῖσα εἰς τὸ ραφεῖον τοῦ Ἀβρὰμ Κοὲν παρὰ τὴν θέσιν Σαλαχανὰ (ὄπισθεν τοῦ καταστήματος Στάϊν) ἀπετέφρωσε πολλὰ ἐκ τῶν ἐν αὐτῷ ἀντικειμένων. Τὸ κατάστημα ἦτο ἠσφαλισμένον.: [285, 1707, 525, 1849]
police-announcement-paper: «Μακεδονίαν»: [1132, 1754, 1247, 1771]
news-text: Ὁ πρωθυπουργὸς κ. Τζιολίττη ἐπιδοκιμάζων ὅσα ὑπὸ τοιαύτην ἔποψιν εἶπεν ὁ κ. Καρκάνω ἐξῆρεν ἰδιαιτέρως τὴν ὑπὸ τοῦ ἔθνους ἐμφαινομένην κατὰ τὴν γενομένην ἀπόπειραν κατὰ τοῦ βασιλέως καὶ τὴν ὀφειλομένην εὐγνωμοσύνην ἀναλογίαν τῶν ἀδελφῶν τῶν θυσιαζομένων ὑπὲρ τῆς δόξης καὶ τῆς τιμῆς τῆς Ἰταλίας.: [1061, 266, 1574, 354]
pharmacy-title: ΦΑΡΜΑΚΑΠΟΘΗΚΗ: [37, 1042, 252, 1065]
divider: [1325, 2064, 1568, 2065]
column-1: [14, 36, 275, 2180]
news-text: Ἡ Πύλη ὀφείλει ἐν πρώτοις νὰ λάβῃ ὑπ' ὄψιν τὰ φρονήματα τῆς μελλούσης νὰ συγκληθῇ νέας Βουλῆς. Προσέτι ὀφείλει νὰ ἔχῃ ὑπ' ὄψιν καὶ τὸν ἀντίκτυπον, τὸν ὁποῖον πᾶσα σχετικὴ ἀπόφασις της δύναται νὰ ἔχῃ ἐφ' ὅλου τοῦ μουσουλμανικοῦ κόσμου. Δὲν ὑπάρχει λοιπὸν ἀνάγκη ἐξωθεν ὑποκινήσεων.: [1061, 1385, 1574, 1474]
calendar-date: ΤΡΙΤΗ 20 ΜΑΡΤΙΟΥ: [84, 97, 205, 112]
divider: [804, 1245, 1043, 1246]
